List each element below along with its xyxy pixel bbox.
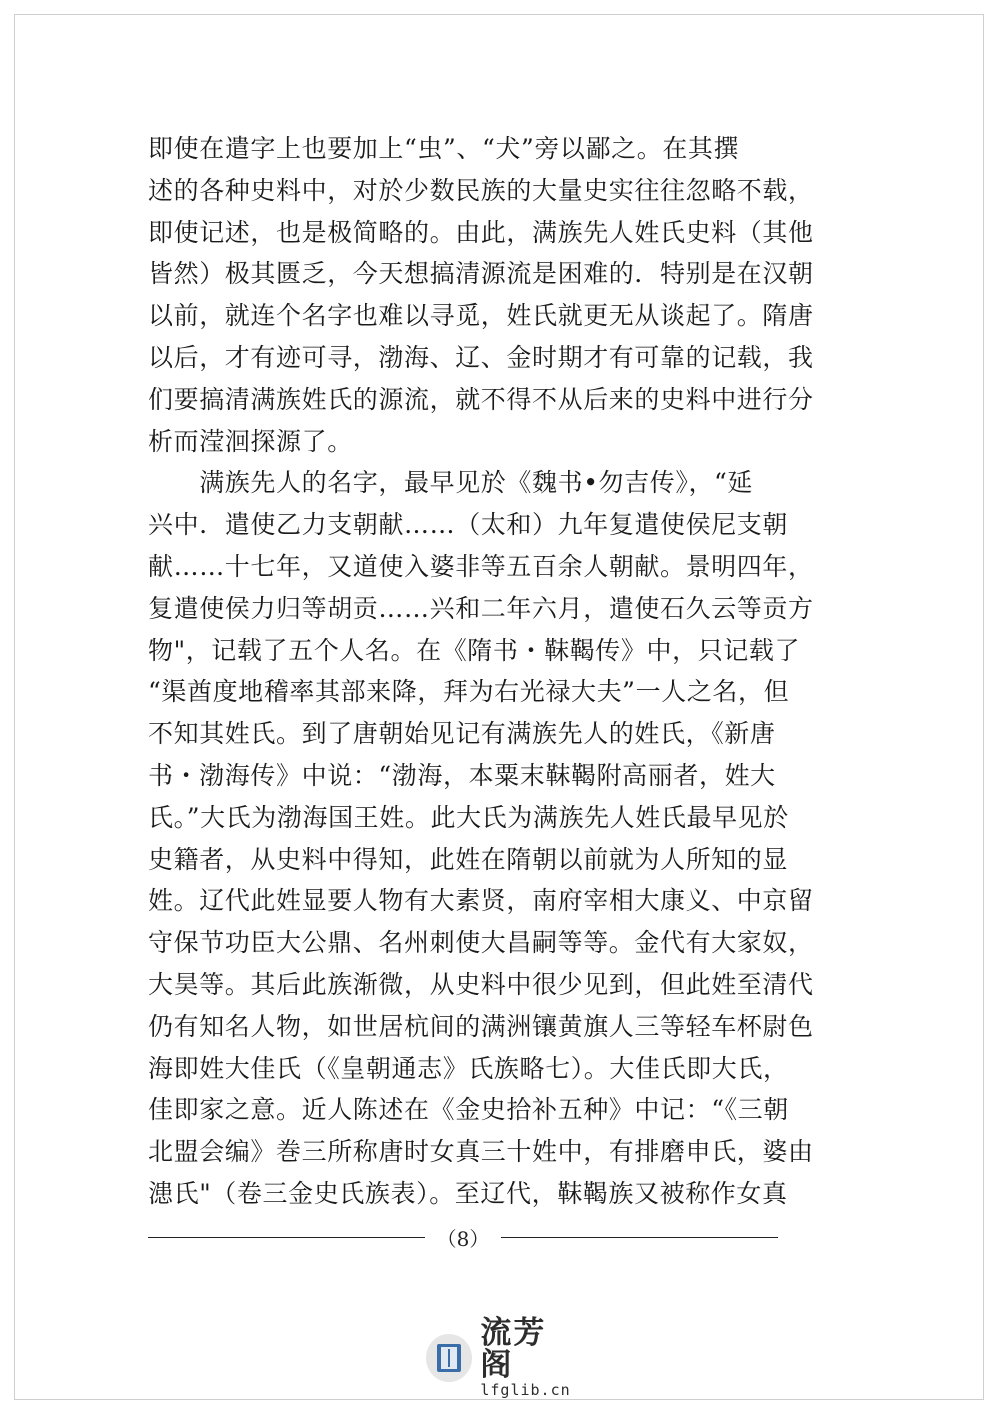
page-footer xyxy=(148,1222,778,1252)
text-line: 仍有知名人物，如世居杭间的满洲镶黄旗人三等轻车杯尉色 xyxy=(148,1011,814,1041)
page-number: （8） xyxy=(436,1226,490,1251)
text-line: 姓。辽代此姓显要人物有大素贤，南府宰相大康义、中京留 xyxy=(148,886,814,916)
watermark-logo xyxy=(426,1315,576,1399)
text-line: “渠酋度地稽率其部来降，拜为右光禄大夫”一人之名，但 xyxy=(148,677,790,707)
text-body xyxy=(148,128,814,1215)
text-line: 书・渤海传》中说：“渤海，本粟末靺鞨附高丽者，姓大 xyxy=(148,760,776,790)
footer-rule-right xyxy=(501,1237,778,1238)
text-line: 物"，记载了五个人名。在《隋书・靺鞨传》中，只记载了 xyxy=(148,635,801,665)
text-line: 北盟会编》巻三所称唐时女真三十姓中，有排磨申氏，婆由 xyxy=(148,1137,814,1167)
watermark-name: 流芳阁 xyxy=(480,1315,547,1383)
text-line: 以后，才有迹可寻，渤海、辽、金时期才有可靠的记载，我 xyxy=(148,342,814,372)
book-icon xyxy=(426,1334,472,1382)
text-line: 复遣使侯力归等胡贡……兴和二年六月，遣使石久云等贡方 xyxy=(148,593,814,623)
text-line: 氏。”大氏为渤海国王姓。此大氏为满族先人姓氏最早见於 xyxy=(148,802,789,832)
text-line: 即使记述，也是极简略的。由此，满族先人姓氏史料（其他 xyxy=(148,217,814,247)
text-line: 即使在遣字上也要加上“虫”、“犬”旁以鄙之。在其撰 xyxy=(148,134,740,163)
text-line: 以前，就连个名字也难以寻觅，姓氏就更无从谈起了。隋唐 xyxy=(148,301,814,331)
text-line: 漶氏"（卷三金史氏族表）。至辽代，靺鞨族又被称作女真 xyxy=(148,1178,788,1208)
text-line: 析而滢洄探源了。 xyxy=(148,426,353,456)
text-line: 皆然）极其匮乏，今天想搞清源流是困难的．特别是在汉朝 xyxy=(148,259,814,289)
text-line: 大昊等。其后此族渐微，从史料中很少见到，但此姓至清代 xyxy=(148,969,814,999)
footer-rule-left xyxy=(148,1237,425,1238)
text-line: 满族先人的名字，最早见於《魏书•勿吉传》，“延 xyxy=(148,468,754,498)
watermark-text xyxy=(480,1317,576,1399)
text-line: 海即姓大佳氏（《皇朝通志》氏族略七）。大佳氏即大氏， xyxy=(148,1053,789,1083)
text-line: 不知其姓氏。到了唐朝始见记有满族先人的姓氏，《新唐 xyxy=(148,719,776,749)
text-line: 献……十七年，又道使入婆非等五百余人朝献。景明四年， xyxy=(148,551,814,581)
text-line: 佳即家之意。近人陈述在《金史拾补五种》中记：“《三朝 xyxy=(148,1095,789,1125)
text-line: 守保节功臣大公鼎、名州刺使大昌嗣等等。金代有大家奴， xyxy=(148,928,814,958)
watermark-url: lfglib.cn xyxy=(480,1381,571,1399)
text-line: 兴中．遣使乙力支朝献……（太和）九年复遣使侯尼支朝 xyxy=(148,510,789,540)
text-line: 述的各种史料中，对於少数民族的大量史实往往忽略不载， xyxy=(148,175,814,205)
text-line: 们要搞清满族姓氏的源流，就不得不从后来的史料中进行分 xyxy=(148,384,814,414)
text-line: 史籍者，从史料中得知，此姓在隋朝以前就为人所知的显 xyxy=(148,844,789,874)
